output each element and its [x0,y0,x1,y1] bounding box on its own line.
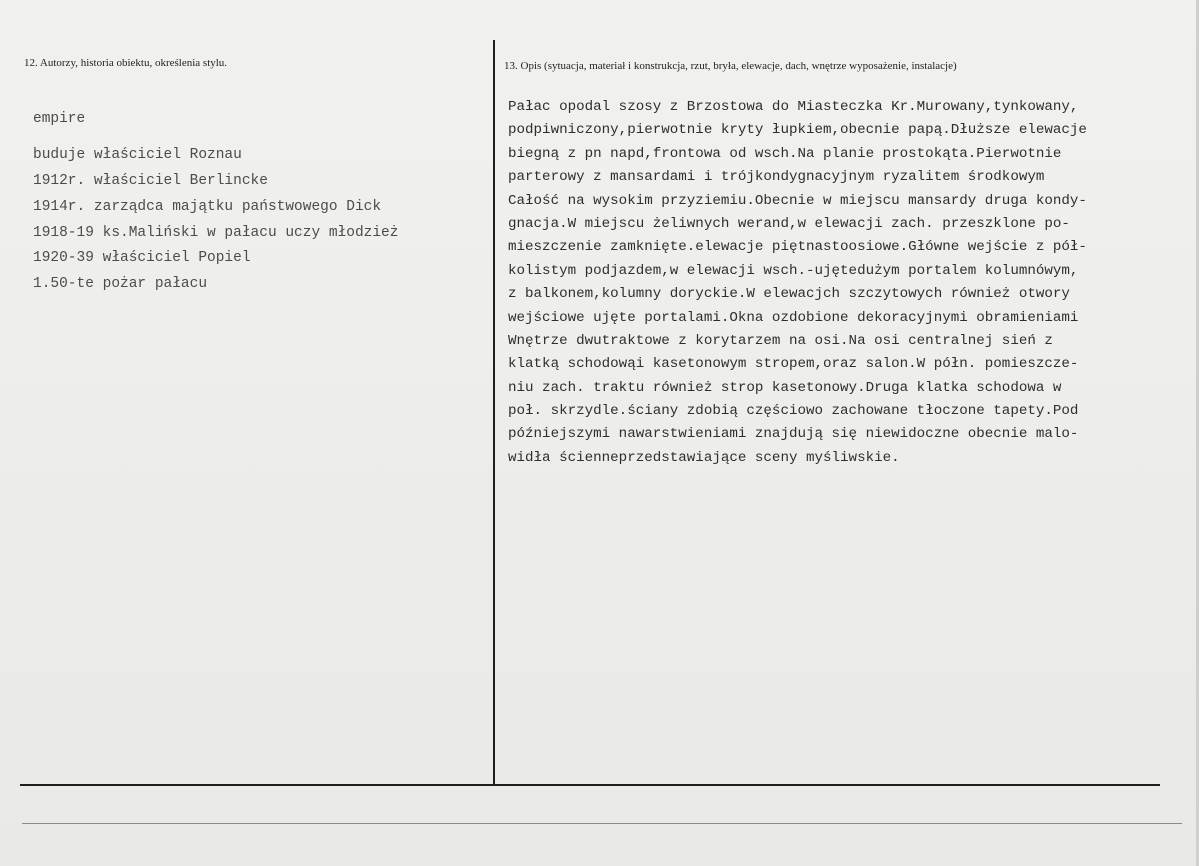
history-line: 1914r. zarządca majątku państwowego Dick [33,198,382,215]
history-line: 1920-39 właściciel Popiel [33,250,251,267]
description-line: Pałac opodal szosy z Brzostowa do Miasteczka Kr.Murowany,tynkowany, [508,99,1079,115]
description-line: wejściowe ujęte portalami.Okna ozdobione dekoracyjnymi obramieniami [508,309,1079,326]
description-line: parterowy z mansardami i trójkondygnacyjnym ryzalitem środkowym [508,169,1045,186]
column-divider [493,40,495,785]
description-line: biegną z pn napd,frontowa od wsch.Na planie prostokąta.Pierwotnie [508,145,1062,162]
description-line: podpiwniczony,pierwotnie kryty łupkiem,obecnie papą.Dłuższe elewacje [508,122,1087,139]
description-line: niu zach. traktu również strop kasetonowy.Druga klatka schodowa w [508,379,1062,396]
section-13-label: 13. Opis (sytuacja, materiał i konstrukcja, rzut, bryła, elewacje, dach, wnętrze wyposażenie, instalacje) [504,60,957,72]
section-12-label: 12. Autorzy, historia obiektu, określenia stylu. [24,57,228,69]
description-line: kolistym podjazdem,w elewacji wsch.-ujętedużym portalem kolumnówym, [508,262,1079,279]
description-text [508,96,1196,470]
description-line: gnacja.W miejscu żeliwnych werand,w elewacji zach. przeszklone po- [508,215,1070,232]
description-line: późniejszymi nawarstwieniami znajdują się niewidoczne obecnie malo- [508,426,1079,443]
description-line: z balkonem,kolumny doryckie.W elewacjch szczytowych również otwory [508,286,1070,303]
description-line: Wnętrze dwutraktowe z korytarzem na osi.Na osi centralnej sień z [508,332,1053,349]
description-line: klatką schodowąi kasetonowym stropem,oraz salon.W półn. pomieszcze- [508,356,1079,373]
history-line: 1.50-te pożar pałacu [33,276,208,293]
history-text [33,107,483,298]
history-line: 1918-19 ks.Maliński w pałacu uczy młodzież [33,224,399,241]
lower-rule [22,823,1182,824]
history-line: buduje właściciel Roznau [33,146,242,163]
description-line: poł. skrzydle.ściany zdobią częściowo zachowane tłoczone tapety.Pod [508,403,1079,420]
description-line: mieszczenie zamknięte.elewacje piętnastoosiowe.Główne wejście z pół- [508,239,1087,256]
bottom-rule [20,784,1160,786]
description-line: widła ścienneprzedstawiające sceny myśliwskie. [508,449,900,466]
history-line: empire [33,111,86,127]
description-line: Całość na wysokim przyziemiu.Obecnie w miejscu mansardy druga kondy- [508,192,1087,209]
history-line: 1912r. właściciel Berlincke [33,172,268,189]
